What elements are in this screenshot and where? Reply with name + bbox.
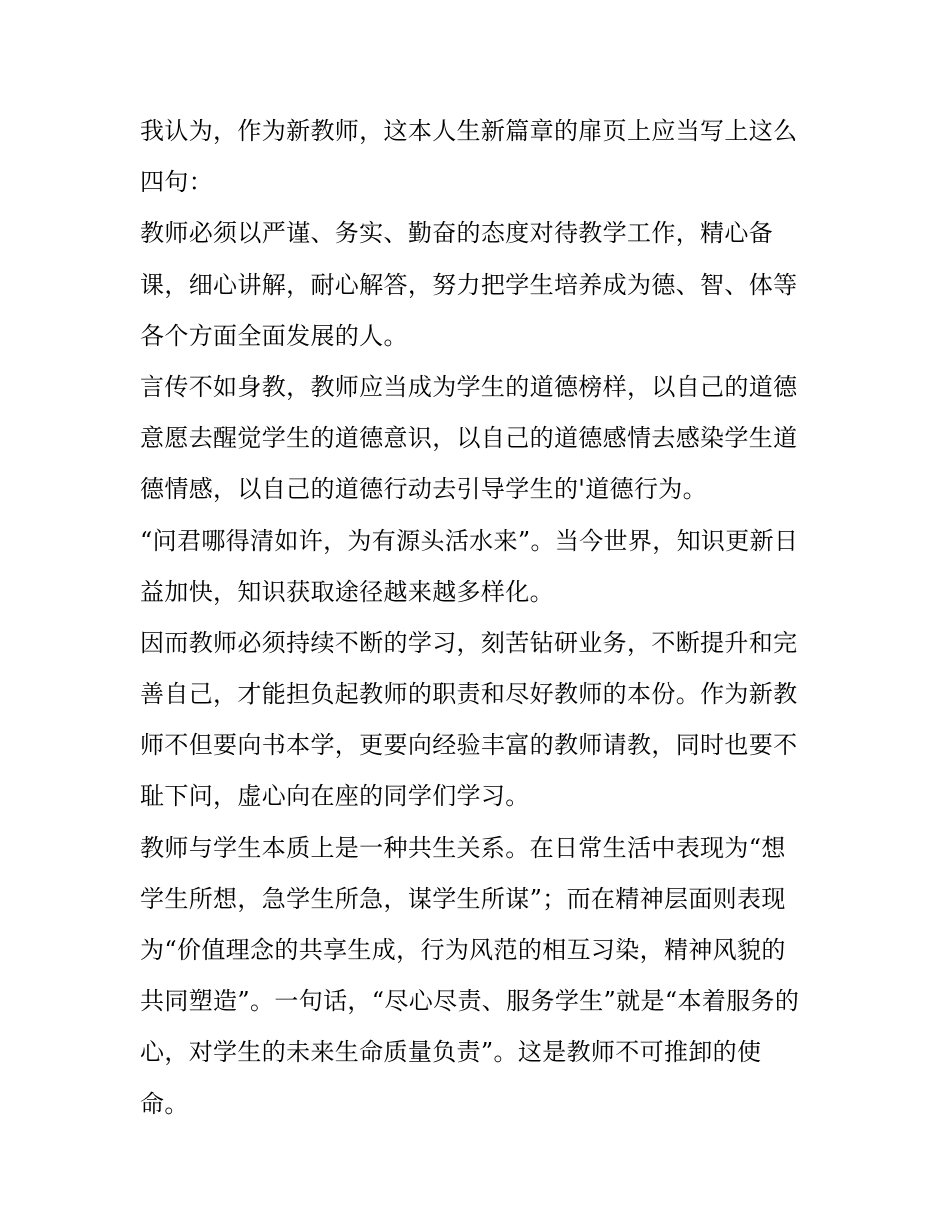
text-line: 师不但要向书本学，更要向经验丰富的教师请教，同时也要不: [140, 731, 798, 760]
text-line: 为“价值理念的共享生成，行为风范的相互习染，精神风貌的: [140, 936, 786, 964]
text-line: 四句：: [140, 168, 214, 197]
text-line: 言传不如身教，教师应当成为学生的道德榜样，以自己的道德: [140, 372, 798, 401]
document-body: [140, 106, 812, 1130]
text-line: 耻下问，虚心向在座的同学们学习。: [140, 782, 530, 811]
text-line: 课，细心讲解，耐心解答，努力把学生培养成为德、智、体等: [140, 270, 798, 299]
text-line: “问君哪得清如许，为有源头活水来”。当今世界，知识更新日: [140, 526, 799, 555]
text-line: 意愿去醒觉学生的道德意识，以自己的道德感情去感染学生道: [140, 424, 798, 453]
text-line: 善自己，才能担负起教师的职责和尽好教师的本份。作为新教: [140, 680, 798, 709]
text-line: 因而教师必须持续不断的学习，刻苦钻研业务，不断提升和完: [140, 628, 798, 657]
text-line: 共同塑造”。一句话，“尽心尽责、服务学生”就是“本着服务的: [140, 987, 800, 1016]
text-line: 心，对学生的未来生命质量负责”。这是教师不可推卸的使: [140, 1038, 762, 1067]
text-line: 益加快，知识获取途径越来越多样化。: [140, 577, 554, 606]
text-line: 教师与学生本质上是一种共生关系。在日常生活中表现为“想: [140, 833, 786, 862]
text-line: 各个方面全面发展的人。: [140, 321, 408, 350]
text-line: 教师必须以严谨、务实、勤奋的态度对待教学工作，精心备: [140, 219, 774, 248]
text-line: 我认为，作为新教师，这本人生新篇章的扉页上应当写上这么: [140, 117, 798, 145]
text-line: 命。: [140, 1089, 189, 1118]
text-line: 学生所想，急学生所急，谋学生所谋”；而在精神层面则表现: [140, 884, 786, 913]
text-line: 德情感，以自己的道德行动去引导学生的'道德行为。: [140, 475, 707, 504]
